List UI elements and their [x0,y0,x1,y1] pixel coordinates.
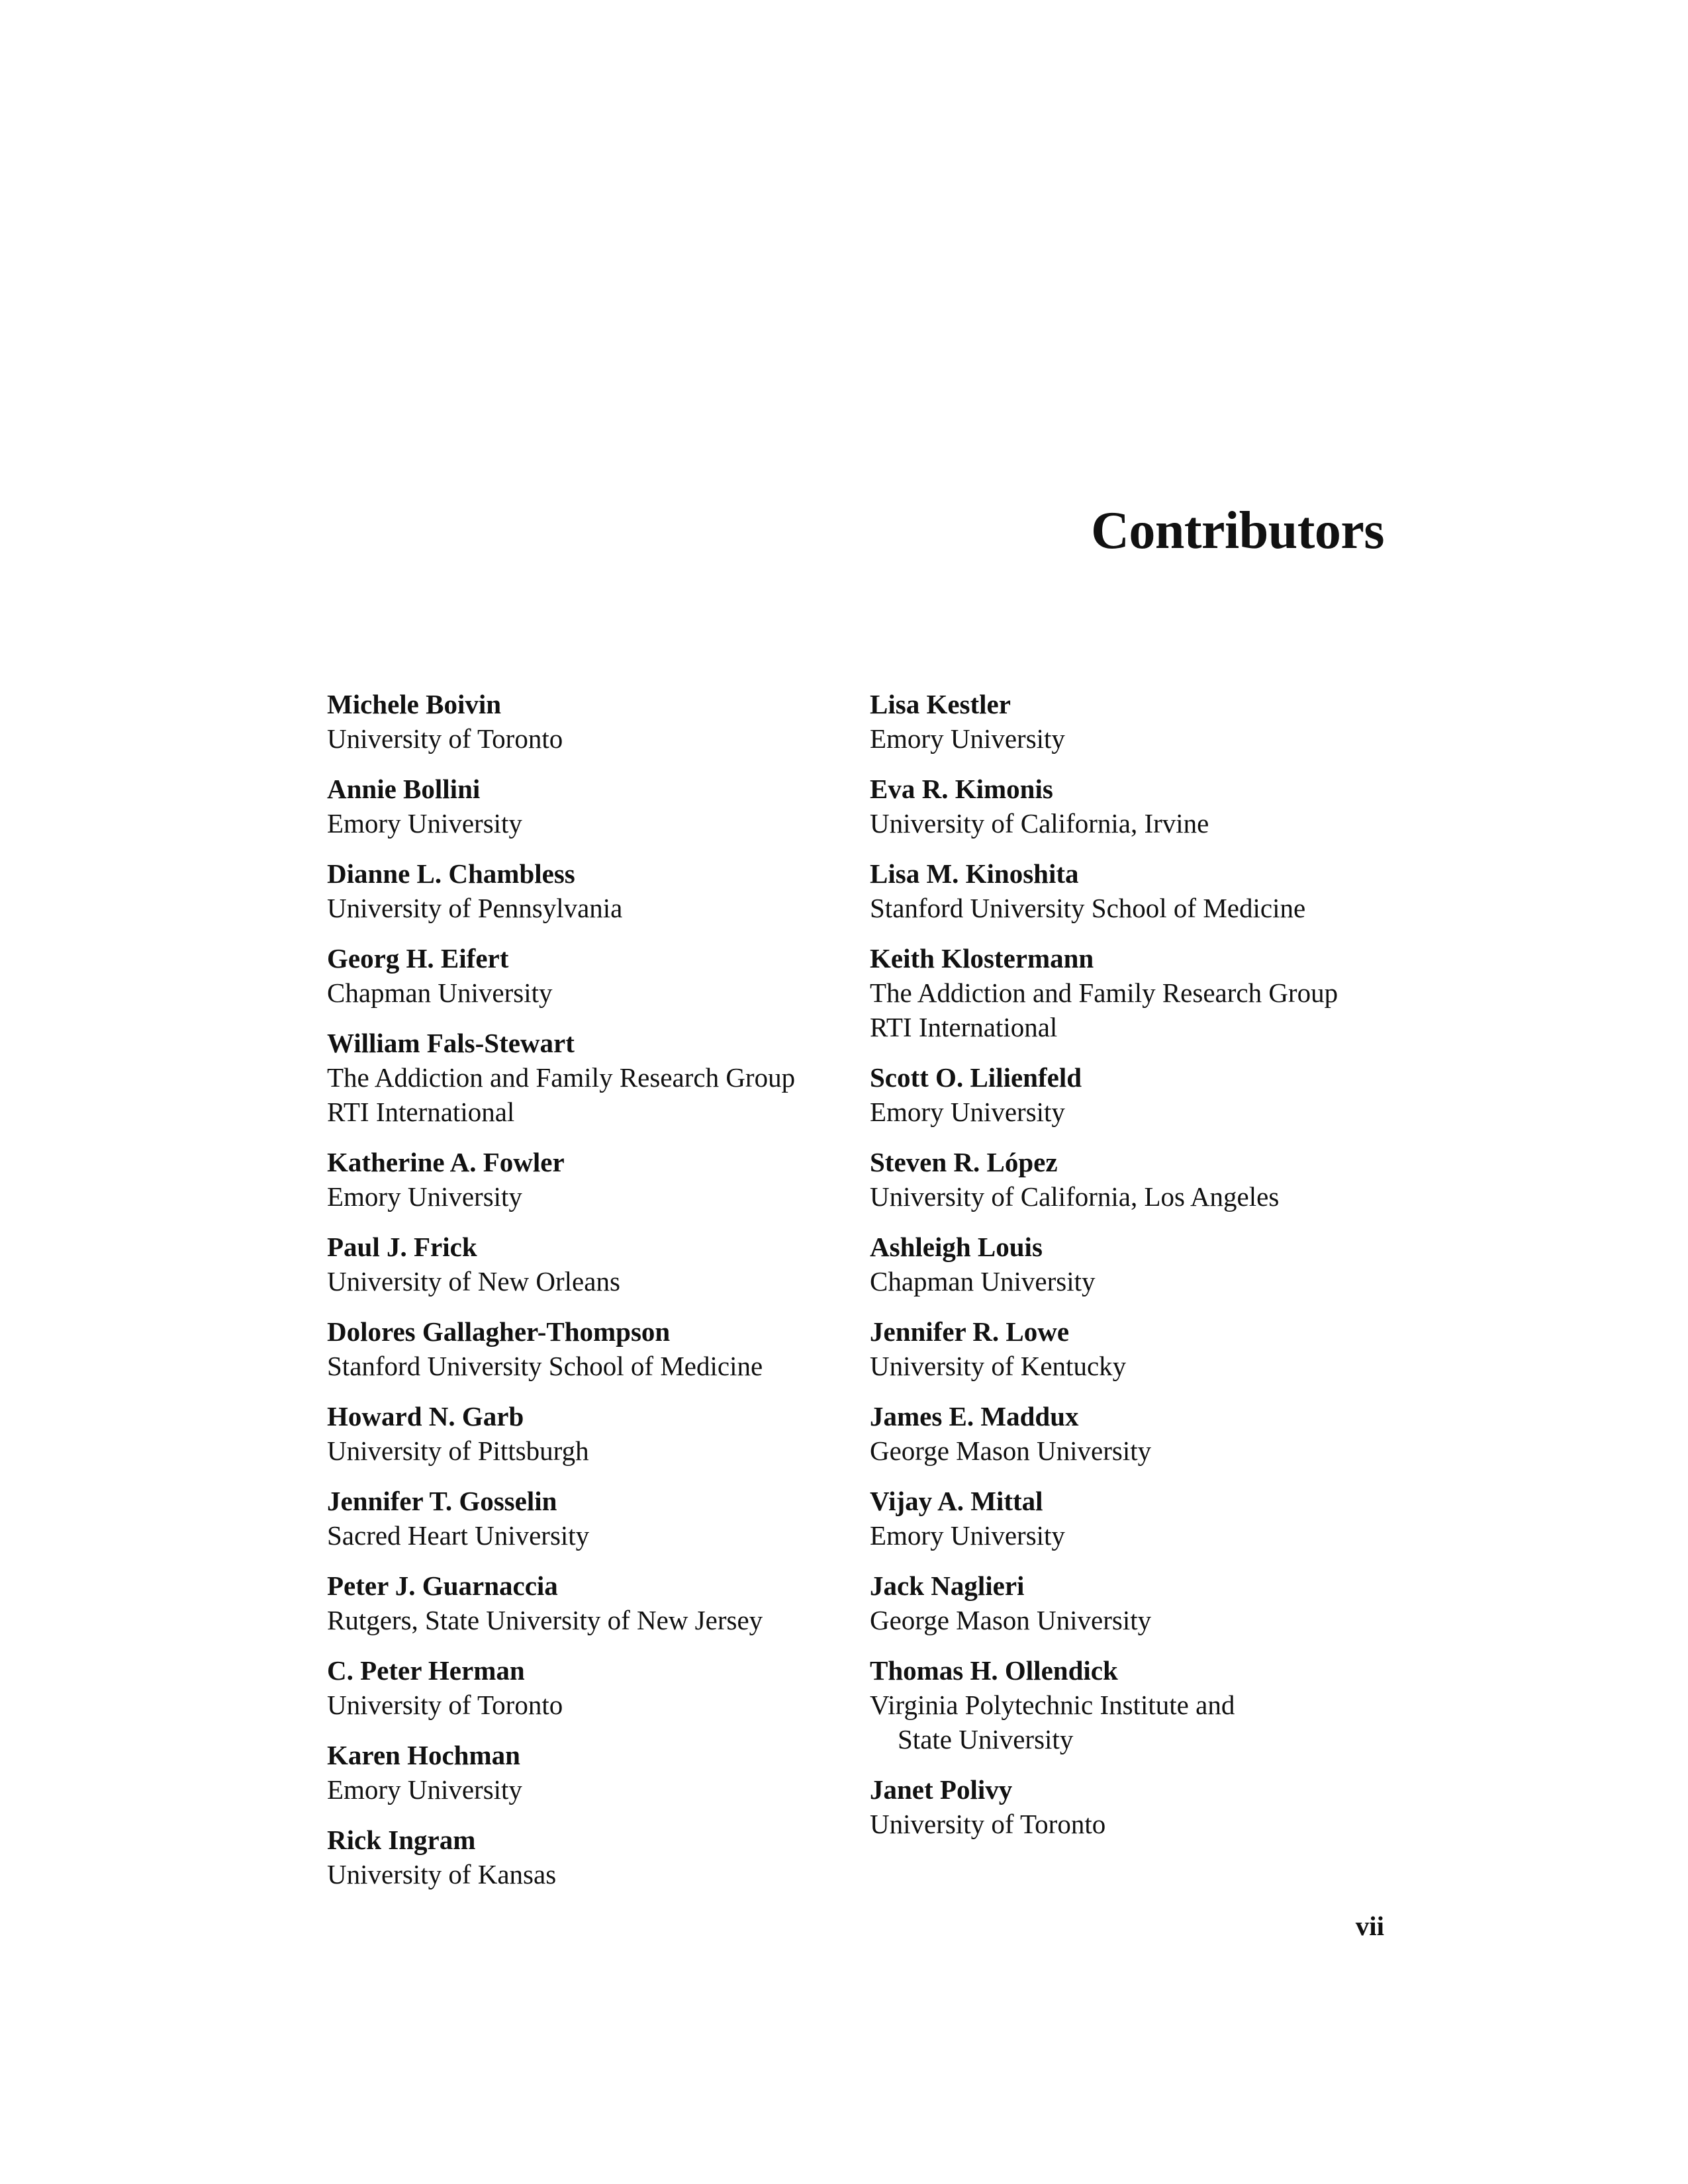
contributor-name: Howard N. Garb [327,1401,524,1432]
contributor-affiliation: State University [898,1724,1074,1754]
contributor-entry [870,1569,1399,1637]
contributor-affiliation: University of Kentucky [870,1351,1127,1381]
contributor-entry [870,1230,1399,1298]
contributor-name: Karen Hochman [327,1740,520,1770]
contributor-entry [870,1314,1399,1383]
contributor-affiliation: Virginia Polytechnic Institute and [870,1690,1235,1720]
contributor-affiliation: RTI International [870,1012,1058,1042]
contributor-affiliation: University of California, Irvine [870,808,1209,839]
contributor-affiliation: Chapman University [327,978,553,1008]
contributor-affiliation: RTI International [327,1097,515,1127]
contributor-entry [327,941,830,1010]
contributor-entry [327,772,830,841]
contributor-entry [327,856,830,925]
contributor-entry [327,1026,830,1129]
contributor-name: James E. Maddux [870,1401,1079,1432]
contributor-entry [327,1145,830,1214]
contributor-entry [327,1399,830,1468]
contributor-entry [327,1823,830,1891]
contributor-affiliation: University of Toronto [870,1809,1106,1839]
contributor-entry [870,1060,1399,1129]
contributor-entry [327,1653,830,1722]
contributor-name: Dianne L. Chambless [327,858,575,889]
contributor-entry [870,1653,1399,1756]
contributor-name: Janet Polivy [870,1774,1013,1805]
contributor-name: Thomas H. Ollendick [870,1655,1118,1686]
contributor-affiliation: University of Kansas [327,1859,557,1889]
page-number: vii [1355,1911,1384,1941]
contributor-affiliation: University of Toronto [327,723,563,754]
contributor-entry [870,1399,1399,1468]
contributor-name: Eva R. Kimonis [870,774,1053,804]
contributor-entry [870,941,1399,1044]
contributor-name: Katherine A. Fowler [327,1147,565,1177]
contributor-name: Ashleigh Louis [870,1232,1043,1262]
page-title: Contributors [1091,502,1384,560]
contributor-affiliation: Emory University [870,723,1065,754]
contributor-affiliation: George Mason University [870,1605,1152,1635]
contributor-affiliation: The Addiction and Family Research Group [327,1062,796,1093]
contributor-affiliation: George Mason University [870,1435,1152,1466]
contributor-affiliation: The Addiction and Family Research Group [870,978,1338,1008]
contributor-affiliation: Stanford University School of Medicine [870,893,1306,923]
contributor-entry [870,1484,1399,1553]
contributor-name: Dolores Gallagher-Thompson [327,1316,671,1347]
contributor-affiliation: Emory University [870,1097,1065,1127]
contributor-name: Paul J. Frick [327,1232,477,1262]
contributor-affiliation: Rutgers, State University of New Jersey [327,1605,763,1635]
contributor-name: Steven R. López [870,1147,1058,1177]
contributor-affiliation: Emory University [327,1181,522,1212]
contributor-entry [870,772,1399,841]
contributor-name: C. Peter Herman [327,1655,525,1686]
contributor-name: Michele Boivin [327,689,502,719]
contributors-column-right [870,687,1399,1857]
contributor-entry [870,1145,1399,1214]
contributor-entry [327,1230,830,1298]
contributor-affiliation: Sacred Heart University [327,1520,590,1551]
contributor-name: Jack Naglieri [870,1570,1025,1601]
contributor-entry [327,687,830,756]
contributor-affiliation: Chapman University [870,1266,1096,1297]
contributor-name: Lisa M. Kinoshita [870,858,1079,889]
contributor-entry [327,1314,830,1383]
contributor-name: Vijay A. Mittal [870,1486,1043,1516]
contributor-affiliation: University of Toronto [327,1690,563,1720]
contributor-name: Annie Bollini [327,774,481,804]
contributor-entry [870,856,1399,925]
contributor-affiliation: University of California, Los Angeles [870,1181,1280,1212]
contributor-entry [870,1772,1399,1841]
contributor-name: Keith Klostermann [870,943,1094,974]
contributor-entry [870,687,1399,756]
contributor-affiliation: University of New Orleans [327,1266,620,1297]
contributor-name: Jennifer R. Lowe [870,1316,1070,1347]
contributor-name: Scott O. Lilienfeld [870,1062,1082,1093]
contributor-name: Georg H. Eifert [327,943,509,974]
contributor-name: Peter J. Guarnaccia [327,1570,558,1601]
contributor-affiliation: Emory University [870,1520,1065,1551]
contributor-name: Lisa Kestler [870,689,1011,719]
contributor-affiliation: Stanford University School of Medicine [327,1351,763,1381]
contributor-entry [327,1738,830,1807]
contributor-affiliation: University of Pennsylvania [327,893,623,923]
contributor-affiliation: Emory University [327,808,522,839]
contributor-entry [327,1569,830,1637]
contributor-affiliation: University of Pittsburgh [327,1435,589,1466]
contributor-name: William Fals-Stewart [327,1028,575,1058]
contributor-affiliation: Emory University [327,1774,522,1805]
contributor-name: Rick Ingram [327,1825,476,1855]
contributor-name: Jennifer T. Gosselin [327,1486,557,1516]
contributor-entry [327,1484,830,1553]
contributors-column-left [327,687,830,1907]
